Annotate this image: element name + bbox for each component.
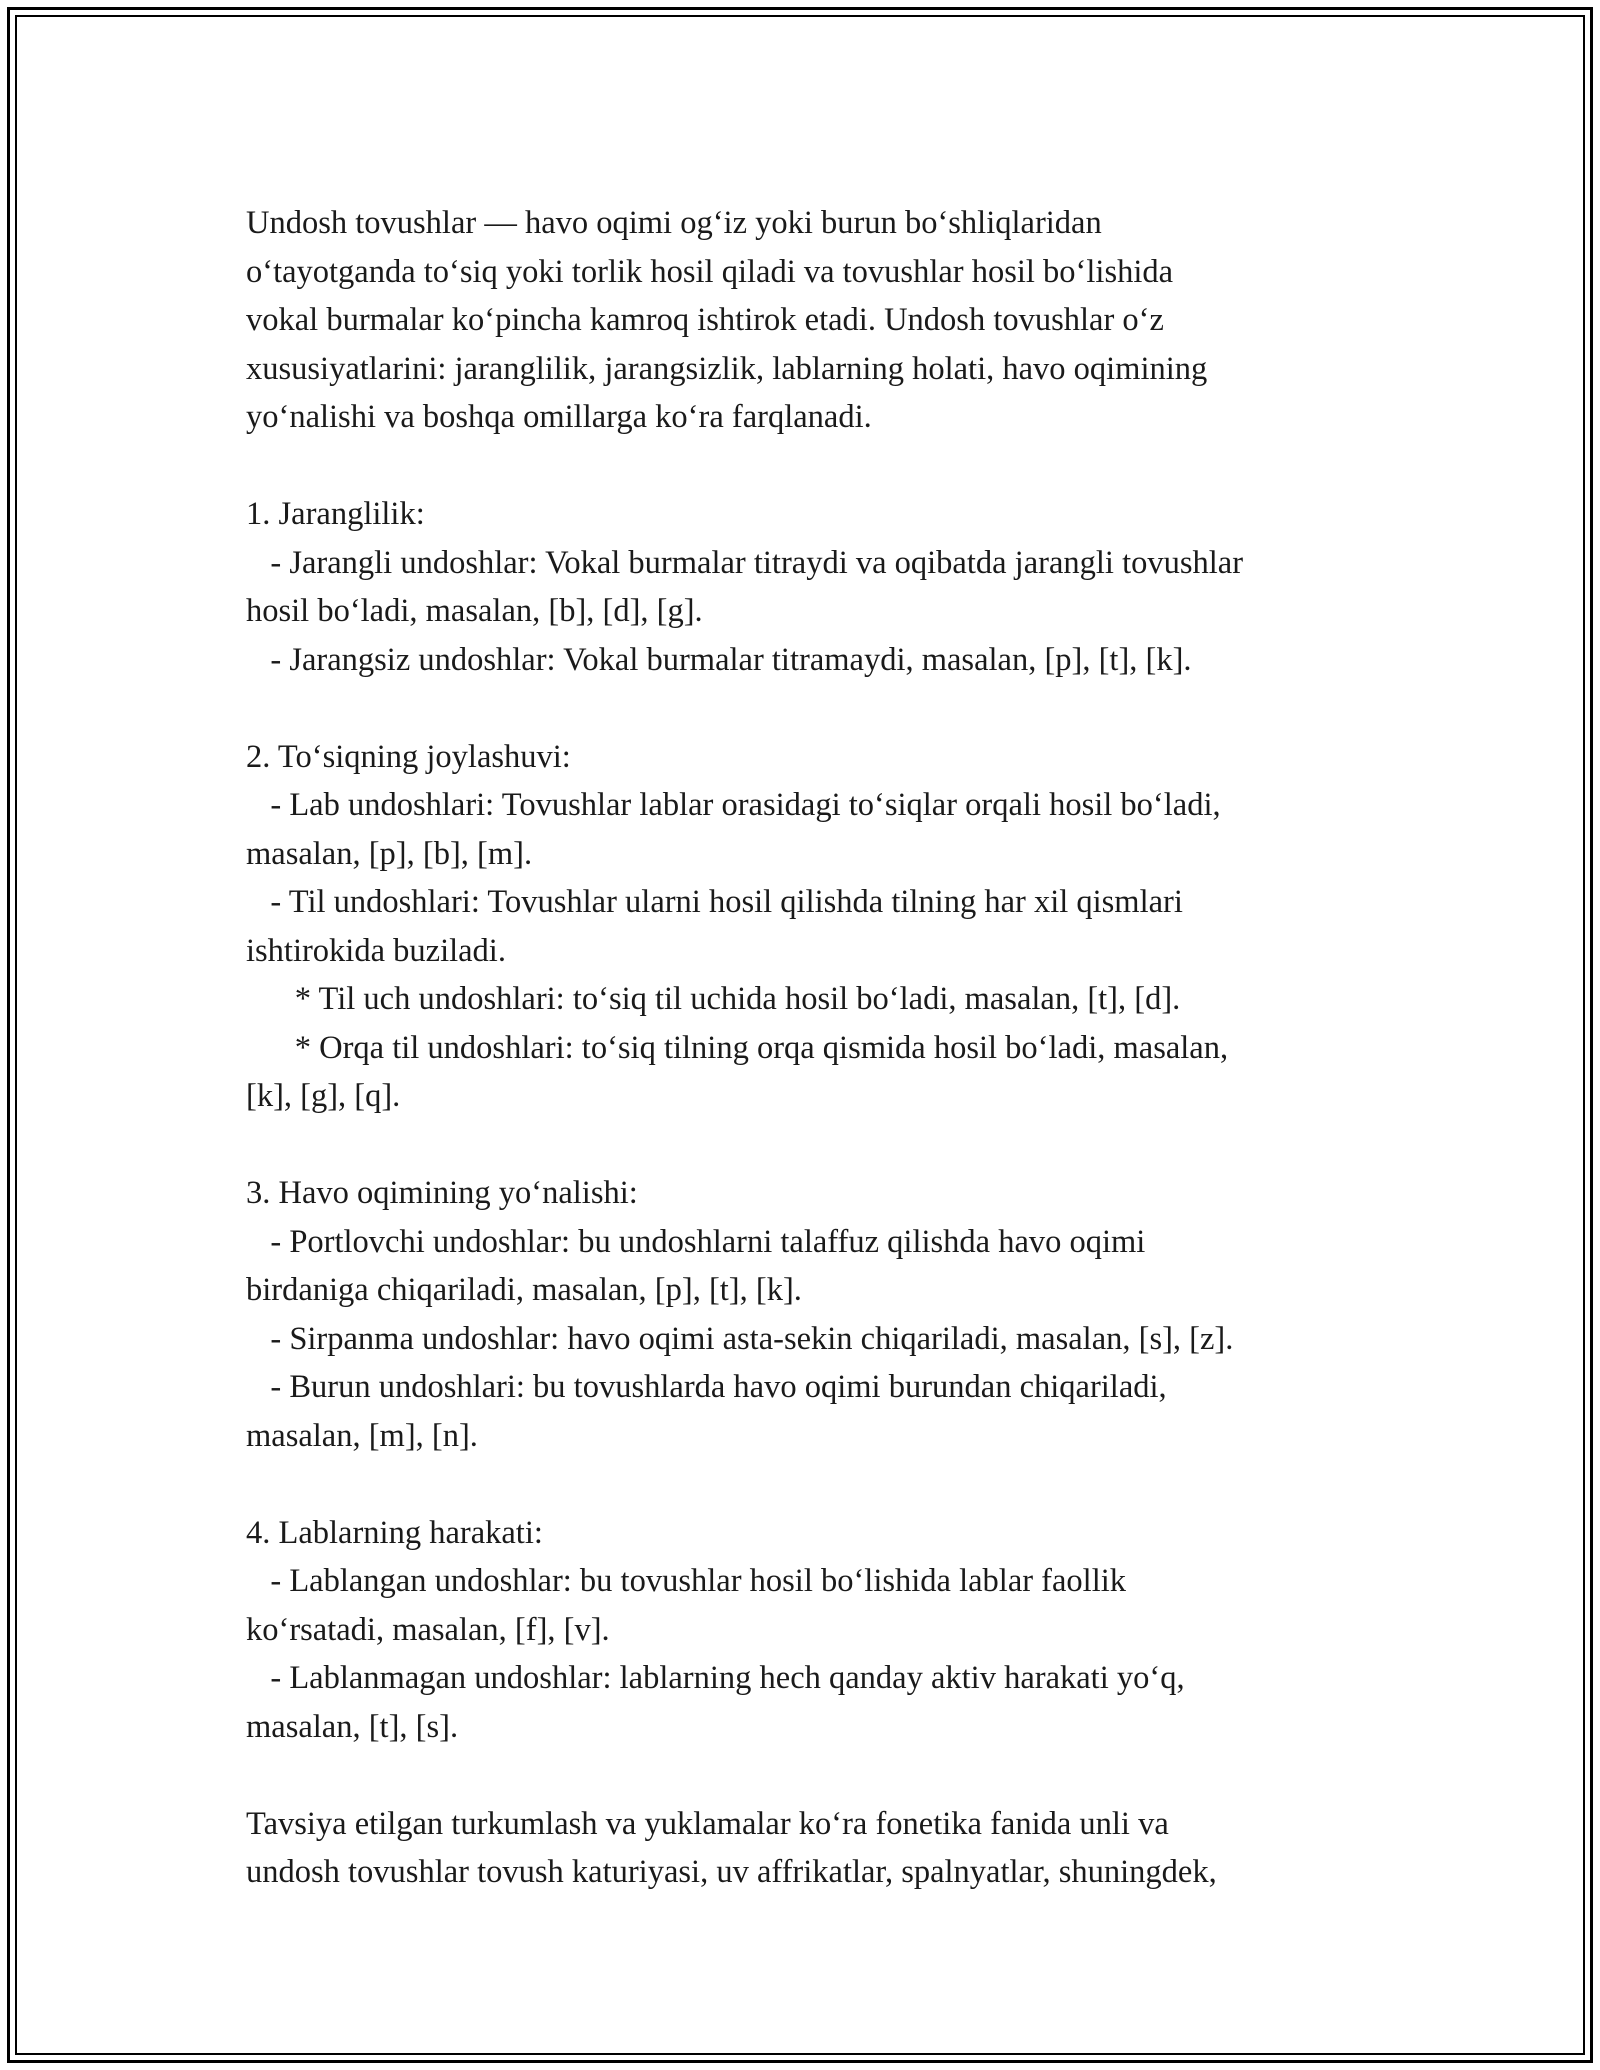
text-line: - Burun undoshlari: bu tovushlarda havo oqimi burundan chiqariladi, bbox=[246, 1369, 1167, 1405]
blank-line bbox=[246, 1460, 1416, 1509]
section-heading: 1. Jaranglilik: bbox=[246, 496, 425, 532]
text-line: - Til undoshlari: Tovushlar ularni hosil qilishda tilning har xil qismlari bbox=[246, 884, 1183, 920]
text-line: [k], [g], [q]. bbox=[246, 1078, 401, 1114]
blank-line bbox=[246, 442, 1416, 491]
section-lip-movement bbox=[246, 1509, 1416, 1752]
section-obstruction-place bbox=[246, 733, 1416, 1121]
text-line: - Lablanmagan undoshlar: lablarning hech qanday aktiv harakati yo‘q, bbox=[246, 1660, 1185, 1696]
text-line: yo‘nalishi va boshqa omillarga ko‘ra farqlanadi. bbox=[246, 399, 872, 435]
text-line: masalan, [t], [s]. bbox=[246, 1708, 459, 1745]
intro-paragraph bbox=[246, 199, 1416, 442]
text-line: * Til uch undoshlari: to‘siq til uchida hosil bo‘ladi, masalan, [t], [d]. bbox=[246, 981, 1181, 1017]
section-airflow-direction bbox=[246, 1169, 1416, 1460]
section-heading: 2. To‘siqning joylashuvi: bbox=[246, 738, 571, 775]
text-line: ko‘rsatadi, masalan, [f], [v]. bbox=[246, 1611, 610, 1648]
section-voicing bbox=[246, 490, 1416, 684]
text-line: xususiyatlarini: jaranglilik, jarangsizlik, lablarning holati, havo oqimining bbox=[246, 350, 1208, 387]
text-line: undosh tovushlar tovush katuriyasi, uv affrikatlar, spalnyatlar, shuningdek, bbox=[246, 1854, 1217, 1890]
section-heading: 4. Lablarning harakati: bbox=[246, 1514, 543, 1551]
text-line: hosil bo‘ladi, masalan, [b], [d], [g]. bbox=[246, 593, 703, 629]
text-line: masalan, [m], [n]. bbox=[246, 1417, 478, 1454]
closing-paragraph bbox=[246, 1800, 1416, 1897]
text-line: - Sirpanma undoshlar: havo oqimi asta-sekin chiqariladi, masalan, [s], [z]. bbox=[246, 1320, 1234, 1357]
blank-line bbox=[246, 1121, 1416, 1170]
text-line: - Portlovchi undoshlar: bu undoshlarni talaffuz qilishda havo oqimi bbox=[246, 1223, 1146, 1260]
text-line: birdaniga chiqariladi, masalan, [p], [t], [k]. bbox=[246, 1272, 802, 1308]
document-page bbox=[7, 7, 1593, 2063]
text-line: o‘tayotganda to‘siq yoki torlik hosil qiladi va tovushlar hosil bo‘lishida bbox=[246, 253, 1174, 290]
section-heading: 3. Havo oqimining yo‘nalishi: bbox=[246, 1175, 638, 1211]
blank-line bbox=[246, 1751, 1416, 1800]
text-line: vokal burmalar ko‘pincha kamroq ishtirok etadi. Undosh tovushlar o‘z bbox=[246, 302, 1164, 338]
text-line: - Lablangan undoshlar: bu tovushlar hosil bo‘lishida lablar faollik bbox=[246, 1563, 1127, 1599]
text-line: - Jarangsiz undoshlar: Vokal burmalar titramaydi, masalan, [p], [t], [k]. bbox=[246, 641, 1192, 678]
text-line: * Orqa til undoshlari: to‘siq tilning orqa qismida hosil bo‘ladi, masalan, bbox=[246, 1029, 1229, 1066]
text-line: ishtirokida buziladi. bbox=[246, 932, 506, 969]
document-text bbox=[246, 199, 1416, 1897]
text-line: masalan, [p], [b], [m]. bbox=[246, 835, 533, 872]
text-line: Undosh tovushlar — havo oqimi og‘iz yoki burun bo‘shliqlaridan bbox=[246, 205, 1102, 241]
text-line: Tavsiya etilgan turkumlash va yuklamalar ko‘ra fonetika fanida unli va bbox=[246, 1805, 1169, 1842]
text-line: - Jarangli undoshlar: Vokal burmalar titraydi va oqibatda jarangli tovushlar bbox=[246, 544, 1244, 581]
text-line: - Lab undoshlari: Tovushlar lablar orasidagi to‘siqlar orqali hosil bo‘ladi, bbox=[246, 787, 1221, 823]
blank-line bbox=[246, 684, 1416, 733]
